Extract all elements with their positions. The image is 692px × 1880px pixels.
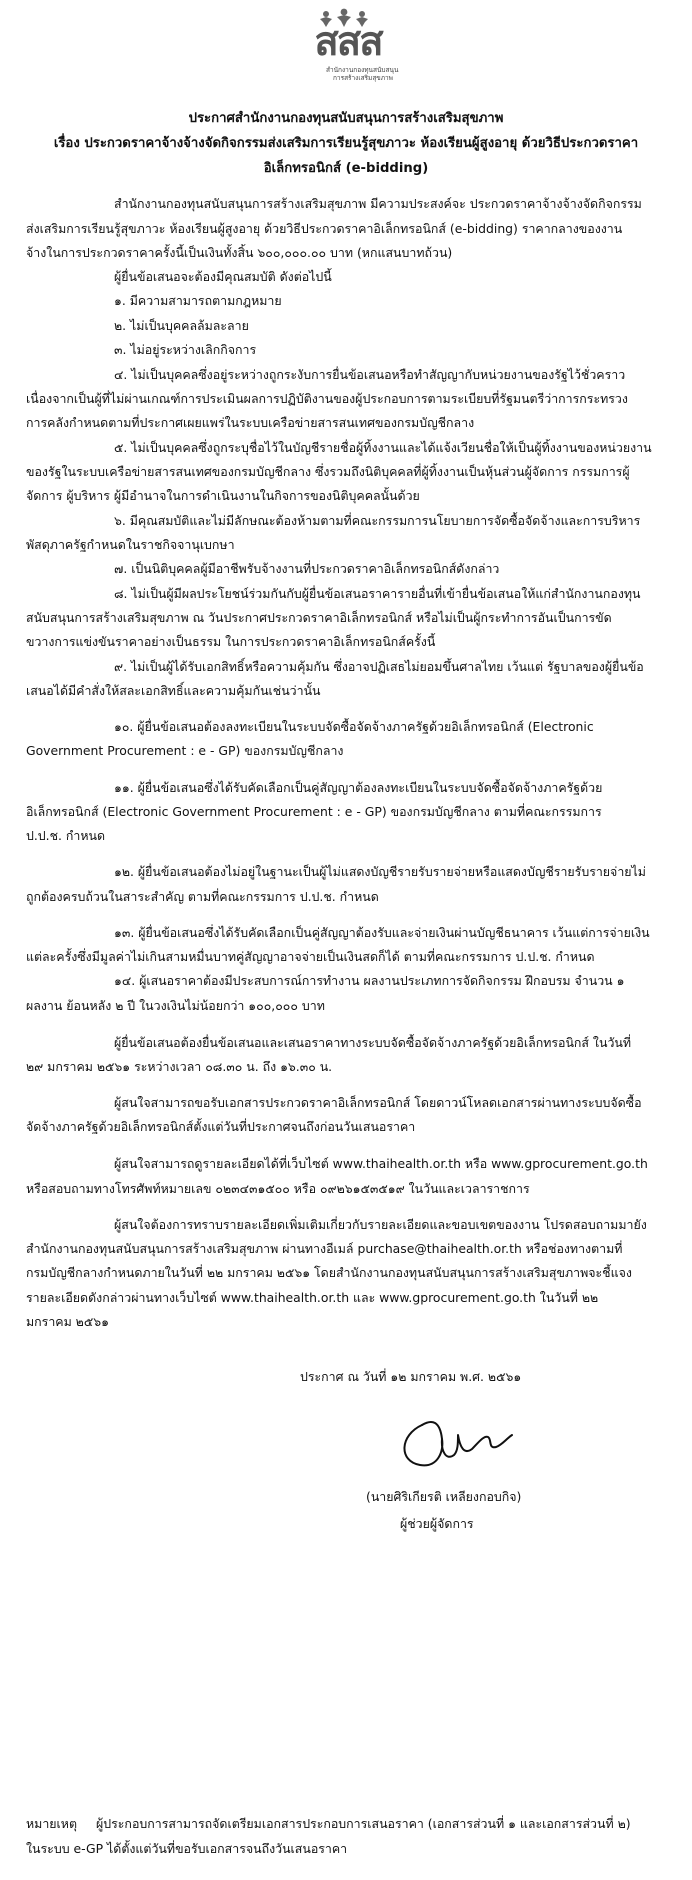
submission-para-cont: ๒๙ มกราคม ๒๕๖๑ ระหว่างเวลา ๐๘.๓๐ น. ถึง ๑๖.๓๐ น.	[26, 1059, 333, 1074]
inquiry-para-cont: สำนักงานกองทุนสนับสนุนการสร้างเสริมสุขภาพ ผ่านทางอีเมล์ purchase@thaihealth.or.th หรือช่องทางตามที่	[26, 1241, 623, 1256]
qualification-item: ๑๒. ผู้ยื่นข้อเสนอต้องไม่อยู่ในฐานะเป็นผู้ไม่แสดงบัญชีรายรับรายจ่ายหรือแสดงบัญชีรายรับรายจ่ายไม่	[114, 864, 646, 879]
qualification-item-cont: พัสดุภาครัฐกำหนดในราชกิจจานุเบกษา	[26, 537, 235, 552]
intro-line-3: จ้างในการประกวดราคาครั้งนี้เป็นเงินทั้งสิ้น ๖๐๐,๐๐๐.๐๐ บาท (หกแสนบาทถ้วน)	[26, 245, 453, 260]
qualification-item-cont: แต่ละครั้งซึ่งมีมูลค่าไม่เกินสามหมื่นบาทคู่สัญญาอาจจ่ายเป็นเงินสดก็ได้ ตามที่คณะกรรมการ ป.ป.ช. กำหนด	[26, 949, 595, 964]
qualification-item: ๖. มีคุณสมบัติและไม่มีลักษณะต้องห้ามตามที่คณะกรรมการนโยบายการจัดซื้อจัดจ้างและการบริหาร	[114, 513, 641, 528]
inquiry-para-cont: มกราคม ๒๕๖๑	[26, 1314, 109, 1329]
qualification-item: ๑๐. ผู้ยื่นข้อเสนอต้องลงทะเบียนในระบบจัดซื้อจัดจ้างภาครัฐด้วยอิเล็กทรอนิกส์ (Electronic	[114, 719, 594, 734]
qualification-item-cont: ขวางการแข่งขันราคาอย่างเป็นธรรม ในการประกวดราคาอิเล็กทรอนิกส์ครั้งนี้	[26, 634, 436, 649]
announcement-subject: เรื่อง ประกวดราคาจ้างจ้างจัดกิจกรรมส่งเสริมการเรียนรู้สุขภาวะ ห้องเรียนผู้สูงอายุ ด้วยวิธีประกวดราคา	[53, 136, 639, 151]
inquiry-para: ผู้สนใจต้องการทราบรายละเอียดเพิ่มเติมเกี่ยวกับรายละเอียดและขอบเขตของงาน โปรดสอบถามมายัง	[114, 1217, 647, 1232]
qualification-item-cont: ถูกต้องครบถ้วนในสาระสำคัญ ตามที่คณะกรรมการ ป.ป.ช. กำหนด	[26, 889, 379, 904]
inquiry-para-cont: รายละเอียดดังกล่าวผ่านทางเว็บไซต์ www.thaihealth.or.th และ www.gprocurement.go.th ในวันที่ ๒๒	[26, 1290, 599, 1305]
qualification-item-cont: ป.ป.ช. กำหนด	[26, 828, 106, 843]
qualification-item: ๕. ไม่เป็นบุคคลซึ่งถูกระบุชื่อไว้ในบัญชีรายชื่อผู้ทิ้งงานและได้แจ้งเวียนชื่อให้เป็นผู้ทิ้งงานของหน่วยงาน	[114, 440, 652, 455]
logo-wordmark: สสส	[314, 18, 382, 65]
qualification-item-cont: จัดการ ผู้บริหาร ผู้มีอำนาจในการดำเนินงานในกิจการของนิติบุคคลนั้นด้วย	[26, 488, 420, 503]
qualification-item: ๑. มีความสามารถตามกฎหมาย	[114, 293, 282, 308]
inquiry-para-cont: กรมบัญชีกลางกำหนดภายในวันที่ ๒๒ มกราคม ๒๕๖๑ โดยสำนักงานกองทุนสนับสนุนการสร้างเสริมสุขภาพจะชี้แจง	[26, 1265, 632, 1280]
qualification-item: ๙. ไม่เป็นผู้ได้รับเอกสิทธิ์หรือความคุ้มกัน ซึ่งอาจปฏิเสธไม่ยอมขึ้นศาลไทย เว้นแต่ รัฐบาลของผู้ยื่นข้อ	[114, 659, 644, 674]
qualification-item: ๓. ไม่อยู่ระหว่างเลิกกิจการ	[114, 342, 257, 357]
contact-para: ผู้สนใจสามารถดูรายละเอียดได้ที่เว็บไซต์ www.thaihealth.or.th หรือ www.gprocurement.go.th	[114, 1156, 648, 1171]
qualification-item-cont: เสนอได้มีคำสั่งให้สละเอกสิทธิ์และความคุ้มกันเช่นว่านั้น	[26, 683, 321, 698]
contact-para-cont: หรือสอบถามทางโทรศัพท์หมายเลข ๐๒๓๔๓๑๕๐๐ หรือ ๐๙๒๖๑๕๓๕๑๙ ในวันและเวลาราชการ	[26, 1181, 530, 1196]
note-line-2: ในระบบ e-GP ได้ตั้งแต่วันที่ขอรับเอกสารจนถึงวันเสนอราคา	[26, 1841, 348, 1856]
signature-icon	[392, 1395, 532, 1475]
qualification-item: ๗. เป็นนิติบุคคลผู้มีอาชีพรับจ้างงานที่ประกวดราคาอิเล็กทรอนิกส์ดังกล่าว	[114, 561, 500, 576]
signer-title: ผู้ช่วยผู้จัดการ	[400, 1516, 474, 1531]
qualification-intro: ผู้ยื่นข้อเสนอจะต้องมีคุณสมบัติ ดังต่อไปนี้	[114, 269, 332, 284]
submission-para: ผู้ยื่นข้อเสนอต้องยื่นข้อเสนอและเสนอราคาทางระบบจัดซื้อจัดจ้างภาครัฐด้วยอิเล็กทรอนิกส์ ในวันที่	[114, 1035, 632, 1050]
intro-line-1: สำนักงานกองทุนสนับสนุนการสร้างเสริมสุขภาพ มีความประสงค์จะ ประกวดราคาจ้างจ้างจัดกิจกรรม	[114, 196, 642, 211]
qualification-item: ๑๑. ผู้ยื่นข้อเสนอซึ่งได้รับคัดเลือกเป็นคู่สัญญาต้องลงทะเบียนในระบบจัดซื้อจัดจ้างภาครัฐด้วย	[114, 780, 603, 795]
document-para-cont: จัดจ้างภาครัฐด้วยอิเล็กทรอนิกส์ตั้งแต่วันที่ประกาศจนถึงก่อนวันเสนอราคา	[26, 1119, 416, 1134]
qualification-item: ๑๔. ผู้เสนอราคาต้องมีประสบการณ์การทำงาน ผลงานประเภทการจัดกิจกรรม ฝึกอบรม จำนวน ๑	[114, 973, 625, 988]
qualification-item-cont: สนับสนุนการสร้างเสริมสุขภาพ ณ วันประกาศประกวดราคาอิเล็กทรอนิกส์ หรือไม่เป็นผู้กระทำการอันเป็นการขัด	[26, 610, 612, 625]
qualification-item: ๔. ไม่เป็นบุคคลซึ่งอยู่ระหว่างถูกระงับการยื่นข้อเสนอหรือทำสัญญากับหน่วยงานของรัฐไว้ชั่วคราว	[114, 367, 626, 382]
logo-caption-2: การสร้างเสริมสุขภาพ	[333, 74, 393, 82]
qualification-item-cont: ของรัฐในระบบเครือข่ายสารสนเทศของกรมบัญชีกลาง ซึ่งรวมถึงนิติบุคคลที่ผู้ทิ้งงานเป็นหุ้นส่วนผู้จัดการ กรรมการผู้	[26, 464, 630, 479]
announcement-title: ประกาศสำนักงานกองทุนสนับสนุนการสร้างเสริมสุขภาพ	[188, 111, 504, 126]
logo-caption-1: สำนักงานกองทุนสนับสนุน	[326, 66, 399, 74]
qualification-item-cont: เนื่องจากเป็นผู้ที่ไม่ผ่านเกณฑ์การประเมินผลการปฏิบัติงานของผู้ประกอบการตามระเบียบที่รัฐมนตรีว่าการกระทรวง	[26, 391, 628, 406]
qualification-item: ๘. ไม่เป็นผู้มีผลประโยชน์ร่วมกันกับผู้ยื่นข้อเสนอราคารายอื่นที่เข้ายื่นข้อเสนอให้แก่สำนักงานกองทุน	[114, 586, 641, 601]
qualification-item-cont: ผลงาน ย้อนหลัง ๒ ปี ในวงเงินไม่น้อยกว่า ๑๐๐,๐๐๐ บาท	[26, 998, 325, 1013]
qualification-item-cont: อิเล็กทรอนิกส์ (Electronic Government Procurement : e - GP) ของกรมบัญชีกลาง ตามที่คณะกรรมการ	[26, 804, 602, 819]
document-para: ผู้สนใจสามารถขอรับเอกสารประกวดราคาอิเล็กทรอนิกส์ โดยดาวน์โหลดเอกสารผ่านทางระบบจัดซื้อ	[114, 1095, 642, 1110]
announcement-subject-cont: อิเล็กทรอนิกส์ (e-bidding)	[263, 161, 429, 176]
qualification-item-cont: Government Procurement : e - GP) ของกรมบัญชีกลาง	[26, 743, 344, 758]
announce-date: ประกาศ ณ วันที่ ๑๒ มกราคม พ.ศ. ๒๕๖๑	[300, 1369, 522, 1384]
note-label: หมายเหตุ	[26, 1816, 78, 1831]
signer-name: (นายศิริเกียรติ เหลียงกอบกิจ)	[366, 1489, 522, 1504]
qualification-item: ๒. ไม่เป็นบุคคลล้มละลาย	[114, 318, 249, 333]
intro-line-2: ส่งเสริมการเรียนรู้สุขภาวะ ห้องเรียนผู้สูงอายุ ด้วยวิธีประกวดราคาอิเล็กทรอนิกส์ (e-bidding) ราคากลางของงาน	[26, 221, 623, 236]
note-line-1: ผู้ประกอบการสามารถจัดเตรียมเอกสารประกอบการเสนอราคา (เอกสารส่วนที่ ๑ และเอกสารส่วนที่ ๒)	[96, 1816, 631, 1831]
qualification-item: ๑๓. ผู้ยื่นข้อเสนอซึ่งได้รับคัดเลือกเป็นคู่สัญญาต้องรับและจ่ายเงินผ่านบัญชีธนาคาร เว้นแต่การจ่ายเงิน	[114, 925, 650, 940]
qualification-item-cont: การคลังกำหนดตามที่ประกาศเผยแพร่ในระบบเครือข่ายสารสนเทศของกรมบัญชีกลาง	[26, 415, 475, 430]
